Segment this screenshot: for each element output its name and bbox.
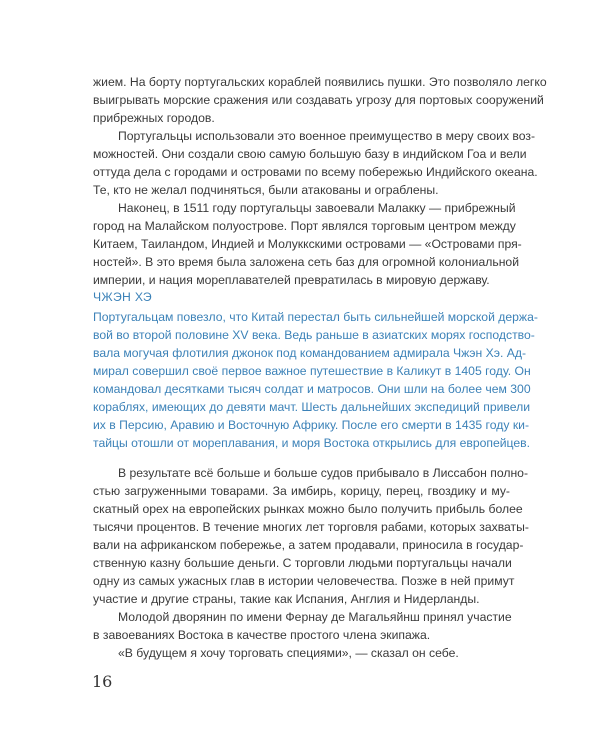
- sidebar-heading: ЧЖЭН ХЭ: [93, 290, 152, 304]
- text-line: жием. На борту португальских кораблей появились пушки. Это позволяло легко: [93, 75, 547, 89]
- page-number: 16: [92, 672, 113, 691]
- text-line: ностей». В это время была заложена сеть баз для огромной колониальной: [93, 255, 520, 269]
- text-line: Те, кто не желал подчиняться, были атакованы и ограблены.: [93, 183, 439, 197]
- text-line: прибрежных городов.: [93, 111, 215, 125]
- text-line: вой во второй половине XV века. Ведь раньше в азиатских морях господство-: [93, 328, 535, 342]
- text-line: кораблях, имеющих до девяти мачт. Шесть дальнейших экспедиций привели: [93, 400, 531, 414]
- text-line: тысячи процентов. В течение многих лет торговля рабами, которых захваты-: [93, 520, 529, 534]
- text-line: их в Персию, Аравию и Восточную Африку. После его смерти в 1435 году ки-: [93, 418, 530, 432]
- text-line: выигрывать морские сражения или создавать угрозу для портовых сооружений: [93, 93, 544, 107]
- text-line: одну из самых ужасных глав в истории человечества. Позже в ней примут: [93, 574, 515, 588]
- text-line: тайцы отошли от мореплавания, и моря Востока открылись для европейцев.: [93, 436, 531, 450]
- text-line: оттуда дела с городами и островами по всему побережью Индийского океана.: [93, 165, 538, 179]
- text-line: стью загруженными товарами. За имбирь, корицу, перец, гвоздику и му-: [93, 484, 510, 498]
- sidebar-text: [93, 308, 538, 452]
- text-line: вали на африканском побережье, а затем продавали, приносила в государ-: [93, 538, 524, 552]
- text-line: можностей. Они создали свою самую большую базу в индийском Гоа и вели: [93, 147, 527, 161]
- text-line: империи, и нация мореплавателей превратилась в мировую державу.: [93, 273, 490, 287]
- body-text-bottom: [93, 464, 529, 662]
- body-text-top: [93, 73, 547, 289]
- text-line: командовал десятками тысяч солдат и матросов. Они шли на более чем 300: [93, 382, 531, 396]
- text-line: Китаем, Таиландом, Индией и Молуккскими островами — «Островами пря-: [93, 237, 522, 251]
- text-line: участие и другие страны, такие как Испания, Англия и Нидерланды.: [93, 592, 480, 606]
- text-line: ственную казну большие деньги. С торговли людьми португальцы начали: [93, 556, 512, 570]
- text-line: «В будущем я хочу торговать специями», — сказал он себе.: [118, 646, 459, 660]
- text-line: Португальцам повезло, что Китай перестал быть сильнейшей морской держа-: [93, 310, 538, 324]
- text-line: В результате всё больше и больше судов прибывало в Лиссабон полно-: [118, 466, 529, 480]
- text-line: вала могучая флотилия джонок под командованием адмирала Чжэн Хэ. Ад-: [93, 346, 527, 360]
- text-line: в завоеваниях Востока в качестве простого члена экипажа.: [93, 628, 431, 642]
- text-line: город на Малайском полуострове. Порт являлся торговым центром между: [93, 219, 516, 233]
- text-line: Молодой дворянин по имени Фернау де Магальяйнш принял участие: [118, 610, 512, 624]
- text-line: мирал совершил своё первое важное путешествие в Каликут в 1405 году. Он: [93, 364, 531, 378]
- text-line: скатный орех на европейских рынках можно было получить прибыль более: [93, 502, 523, 516]
- text-line: Португальцы использовали это военное преимущество в меру своих воз-: [118, 129, 536, 143]
- text-line: Наконец, в 1511 году португальцы завоевали Малакку — прибрежный: [118, 201, 516, 215]
